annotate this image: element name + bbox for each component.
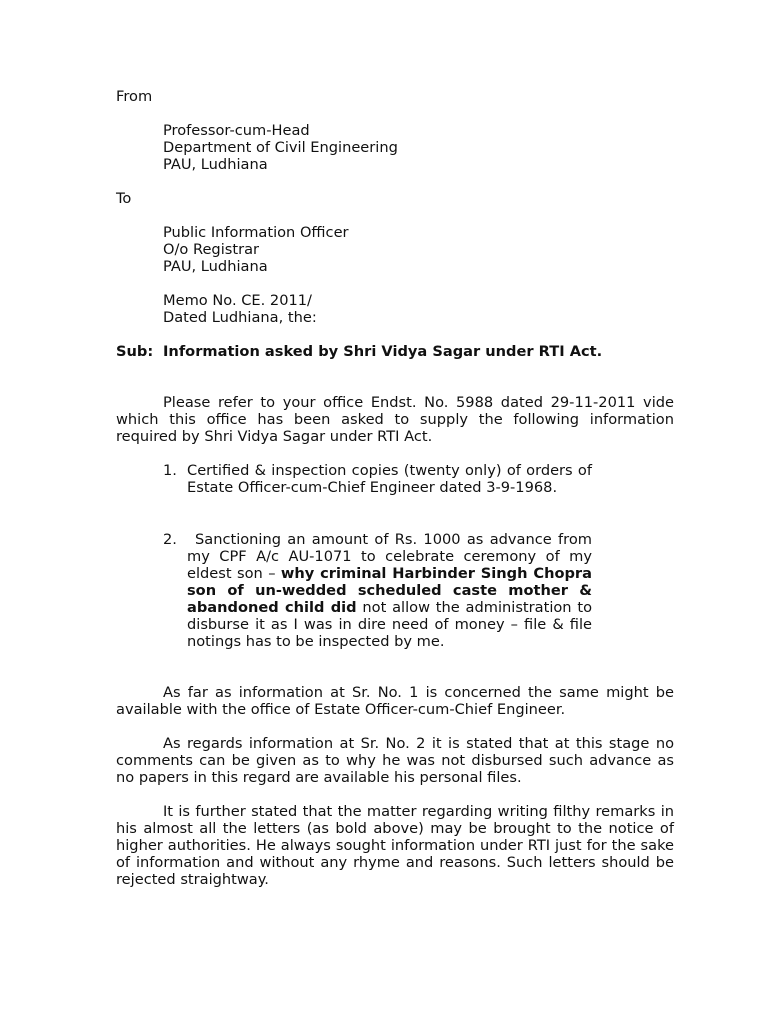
item-2	[187, 531, 592, 650]
from-line-designation: Professor-cum-Head	[163, 122, 310, 139]
intro-text: Please refer to your office Endst. No. 5988 dated 29-11-2011 vide which this office has been asked to supply the following information required by Shri Vidya Sagar under RTI Act.	[116, 394, 674, 445]
intro-paragraph	[116, 394, 674, 445]
paragraph-3-text: It is further stated that the matter regarding writing filthy remarks in his almost all the letters (as bold above) may be brought to the notice of higher authorities. He always sought information under RTI just for the sake of information and without any rhyme and reasons. Such letters should be rejected straightway.	[116, 803, 674, 888]
subject-label: Sub:	[116, 343, 154, 360]
item-2-text-before: Sanctioning an amount of Rs. 1000 as advance from my CPF A/c AU-1071 to celebrate ceremony of my eldest son –	[187, 531, 592, 582]
to-label: To	[116, 190, 132, 207]
memo-number: Memo No. CE. 2011/	[163, 292, 312, 309]
paragraph-sr-no-1	[116, 684, 674, 718]
from-line-department: Department of Civil Engineering	[163, 139, 398, 156]
from-line-place: PAU, Ludhiana	[163, 156, 268, 173]
item-2-number: 2.	[163, 531, 177, 548]
item-1-text: Certified & inspection copies (twenty only) of orders of Estate Officer-cum-Chief Engineer dated 3-9-1968.	[187, 462, 592, 496]
paragraph-further	[116, 803, 674, 888]
item-1	[187, 462, 592, 496]
paragraph-2-text: As regards information at Sr. No. 2 it is stated that at this stage no comments can be given as to why he was not disbursed such advance as no papers in this regard are available his personal files.	[116, 735, 674, 786]
item-1-number: 1.	[163, 462, 177, 479]
subject-text: Information asked by Shri Vidya Sagar under RTI Act.	[163, 343, 603, 360]
memo-dated: Dated Ludhiana, the:	[163, 309, 317, 326]
to-line-officer: Public Information Officer	[163, 224, 349, 241]
paragraph-sr-no-2	[116, 735, 674, 786]
item-2-text-bold: why criminal Harbinder Singh Chopra son of un-wedded scheduled caste mother & abandoned child did	[187, 565, 592, 616]
to-line-place: PAU, Ludhiana	[163, 258, 268, 275]
item-2-text-after: not allow the administration to disburse it as I was in dire need of money – file & file notings has to be inspected by me.	[187, 599, 592, 650]
paragraph-1-text: As far as information at Sr. No. 1 is concerned the same might be available with the office of Estate Officer-cum-Chief Engineer.	[116, 684, 674, 718]
to-line-office: O/o Registrar	[163, 241, 260, 258]
from-label: From	[116, 88, 153, 105]
